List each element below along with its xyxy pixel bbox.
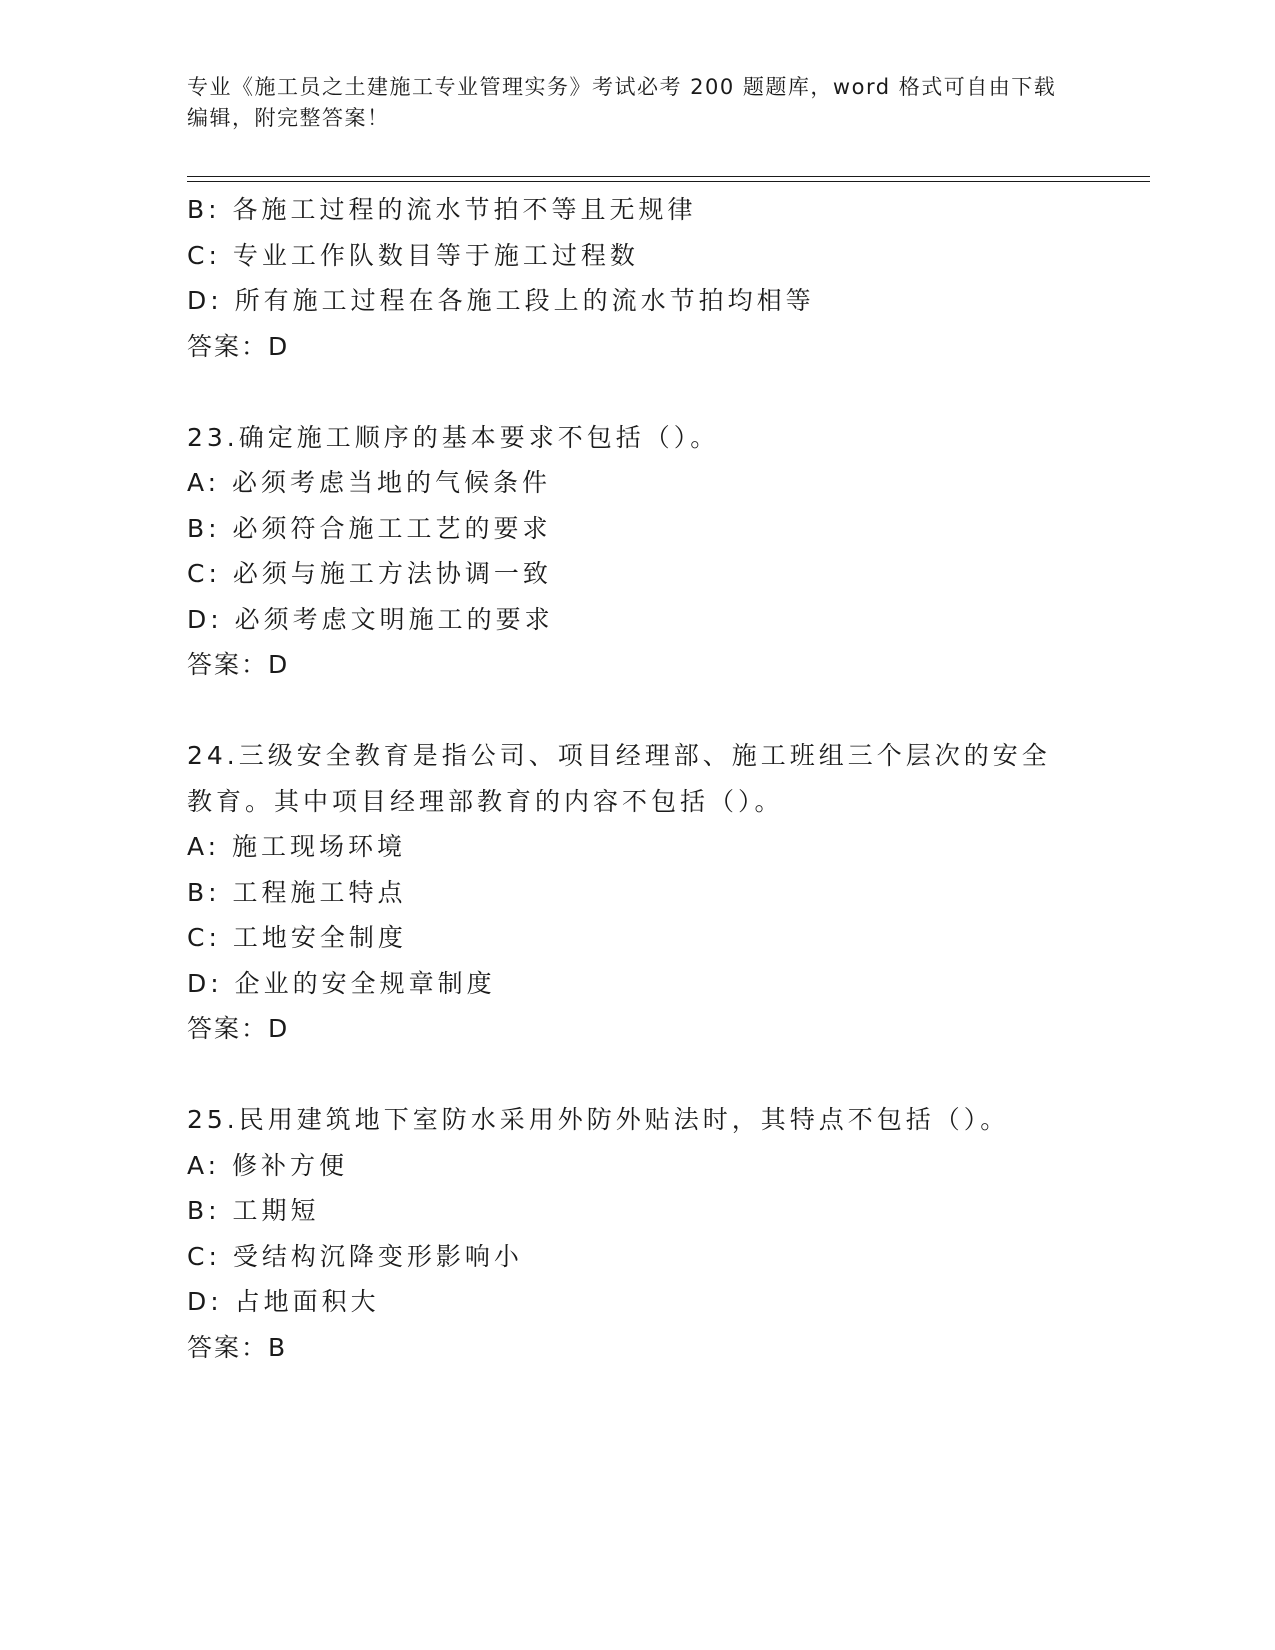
option-c: C: 专业工作队数目等于施工过程数: [187, 240, 639, 270]
spacer: [187, 688, 1087, 734]
option-b: B: 各施工过程的流水节拍不等且无规律: [187, 195, 697, 224]
page-header: 专业《施工员之土建施工专业管理实务》考试必考 200 题题库，word 格式可自由下载编辑，附完整答案！: [187, 75, 1057, 130]
question-text: 23.确定施工顺序的基本要求不包括（）。: [187, 422, 720, 452]
answer: 答案：D: [187, 331, 290, 361]
spacer: [187, 1052, 1087, 1098]
option-a: A: 修补方便: [187, 1150, 349, 1180]
option-a: A: 施工现场环境: [187, 832, 407, 861]
option-c: C: 工地安全制度: [187, 923, 407, 952]
question-text: 24.三级安全教育是指公司、项目经理部、施工班组三个层次的安全教育。其中项目经理部教育的内容不包括（）。: [187, 741, 1051, 816]
option-c: C: 受结构沉降变形影响小: [187, 1241, 523, 1271]
question-22-continued: [187, 187, 1087, 369]
question-25: [187, 1097, 1087, 1370]
question-24: [187, 733, 1087, 1052]
option-d: D: 必须考虑文明施工的要求: [187, 604, 554, 634]
header-divider: [187, 176, 1150, 182]
document-body: [187, 187, 1087, 1370]
option-b: B: 必须符合施工工艺的要求: [187, 513, 552, 543]
option-b: B: 工期短: [187, 1196, 320, 1225]
answer: 答案：B: [187, 1332, 288, 1362]
option-d: D: 占地面积大: [187, 1287, 380, 1316]
question-text: 25.民用建筑地下室防水采用外防外贴法时，其特点不包括（）。: [187, 1105, 1010, 1134]
option-a: A: 必须考虑当地的气候条件: [187, 468, 552, 497]
answer: 答案：D: [187, 1014, 290, 1043]
option-c: C: 必须与施工方法协调一致: [187, 559, 552, 588]
answer: 答案：D: [187, 650, 290, 679]
option-d: D: 所有施工过程在各施工段上的流水节拍均相等: [187, 286, 815, 315]
spacer: [187, 369, 1087, 415]
question-23: [187, 415, 1087, 688]
option-b: B: 工程施工特点: [187, 877, 407, 907]
option-d: D: 企业的安全规章制度: [187, 968, 496, 998]
